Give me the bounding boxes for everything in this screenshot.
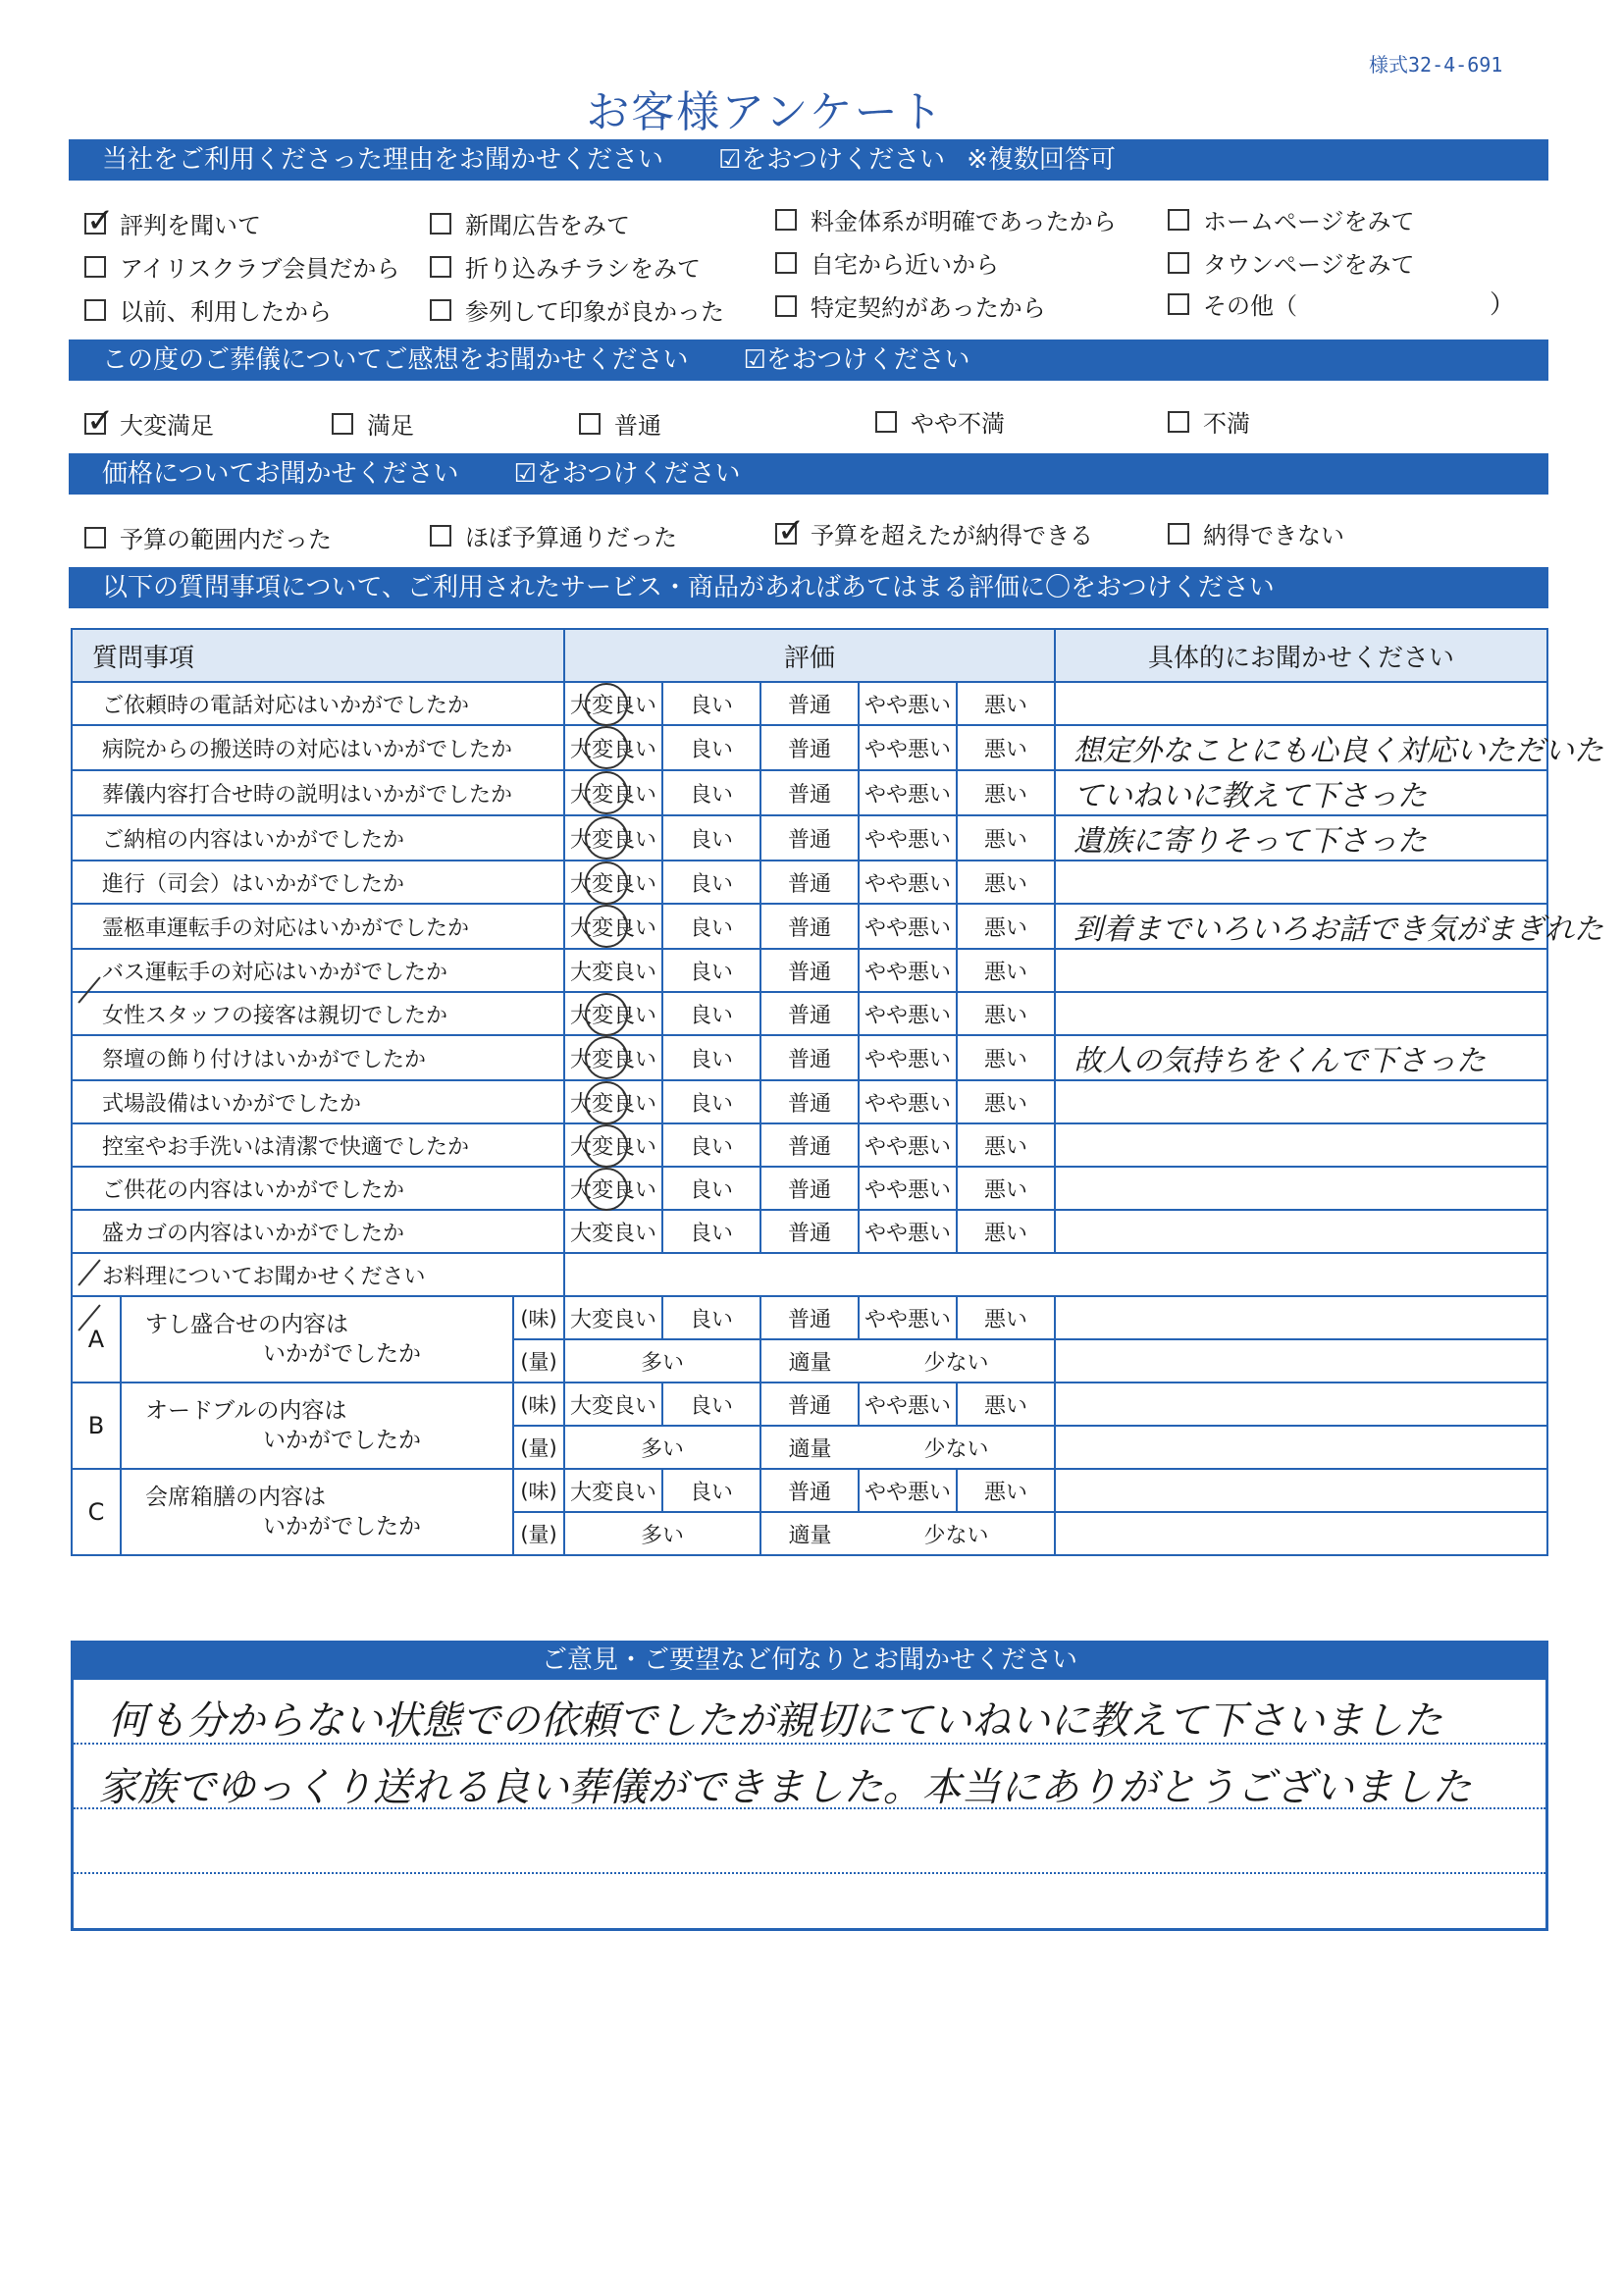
- checkbox-label: 納得できない: [1203, 522, 1344, 549]
- rating-cell[interactable]: 普通: [760, 861, 859, 904]
- checkbox-box[interactable]: [84, 527, 106, 548]
- checkbox-label: 不満: [1203, 410, 1250, 438]
- checkbox-label: 特定契約があったから: [811, 294, 1046, 322]
- food-row-a-taste: [72, 1296, 1547, 1339]
- table-row: [72, 682, 1547, 725]
- checkbox-box[interactable]: [430, 299, 451, 321]
- rating-cell[interactable]: やや悪い: [859, 904, 957, 949]
- rating-cell-selected[interactable]: 大変良い: [564, 770, 662, 815]
- comment-cell[interactable]: [1055, 1080, 1547, 1123]
- rating-cell[interactable]: 良い: [662, 1383, 760, 1426]
- rating-cell[interactable]: 大変良い: [564, 1210, 662, 1253]
- section-impression-header: [69, 339, 1548, 381]
- rating-cell[interactable]: 普通: [760, 770, 859, 815]
- checkbox-label: アイリスクラブ会員だから: [120, 255, 400, 283]
- food-question-line2: いかがでしたか: [263, 1514, 421, 1539]
- rating-cell[interactable]: 悪い: [957, 949, 1055, 992]
- comment-cell[interactable]: 想定外なことにも心良く対応いただいた: [1055, 725, 1547, 770]
- rating-cell[interactable]: 普通: [760, 992, 859, 1035]
- rating-cell-selected[interactable]: 大変良い: [564, 1167, 662, 1210]
- page-title: お客様アンケート: [586, 87, 945, 137]
- header-question: 質問事項: [72, 629, 564, 682]
- checkbox-box[interactable]: [1168, 523, 1189, 545]
- radio-price-1[interactable]: [84, 520, 332, 554]
- amount-cell[interactable]: 多い: [564, 1339, 760, 1383]
- amount-cell[interactable]: 多い: [564, 1512, 760, 1555]
- section-price-instruction: ☑をおつけください: [513, 459, 741, 489]
- comment-cell[interactable]: [1055, 992, 1547, 1035]
- checkbox-label: タウンページをみて: [1203, 251, 1415, 279]
- rating-cell[interactable]: 良い: [662, 682, 760, 725]
- rating-cell[interactable]: 普通: [760, 725, 859, 770]
- section-reason-title: 当社をご利用くださった理由をお聞かせください: [102, 145, 664, 175]
- table-row: [72, 904, 1547, 949]
- checkbox-box[interactable]: [84, 256, 106, 278]
- rating-cell[interactable]: 悪い: [957, 682, 1055, 725]
- rating-cell[interactable]: 普通: [760, 1123, 859, 1167]
- section-opinion-header: ご意見・ご要望など何なりとお聞かせください: [71, 1641, 1548, 1680]
- rating-cell[interactable]: 良い: [662, 1167, 760, 1210]
- food-question: [121, 1469, 513, 1555]
- comment-cell[interactable]: [1055, 1512, 1547, 1555]
- rating-cell[interactable]: 悪い: [957, 1123, 1055, 1167]
- rating-cell-selected[interactable]: 大変良い: [564, 815, 662, 861]
- question-text: 女性スタッフの接客は親切でしたか: [72, 992, 564, 1035]
- rating-cell[interactable]: 悪い: [957, 1383, 1055, 1426]
- rating-cell[interactable]: 大変良い: [564, 1383, 662, 1426]
- checkbox-box[interactable]: [579, 413, 601, 435]
- food-row-c-taste: [72, 1469, 1547, 1512]
- checkbox-reason-6[interactable]: [430, 292, 724, 327]
- checkbox-box[interactable]: [430, 213, 451, 235]
- rating-cell[interactable]: 悪い: [957, 992, 1055, 1035]
- comment-cell[interactable]: 遺族に寄りそって下さった: [1055, 815, 1547, 861]
- rating-cell-selected[interactable]: 大変良い: [564, 725, 662, 770]
- amount-cell[interactable]: 少ない: [859, 1339, 1055, 1383]
- rating-cell[interactable]: 悪い: [957, 1080, 1055, 1123]
- checkbox-label: 自宅から近いから: [811, 251, 999, 279]
- table-row: [72, 1123, 1547, 1167]
- rating-cell[interactable]: 良い: [662, 1210, 760, 1253]
- table-row: [72, 770, 1547, 815]
- radio-impression-1[interactable]: [84, 406, 214, 441]
- section-reason-note: ※複数回答可: [967, 145, 1116, 175]
- comment-cell[interactable]: [1055, 1296, 1547, 1339]
- rating-cell[interactable]: 良い: [662, 815, 760, 861]
- food-question: [121, 1296, 513, 1383]
- radio-impression-2[interactable]: [332, 406, 414, 441]
- rating-cell[interactable]: 普通: [760, 949, 859, 992]
- rating-cell[interactable]: 悪い: [957, 770, 1055, 815]
- rating-cell[interactable]: 大変良い: [564, 1469, 662, 1512]
- rating-cell[interactable]: 良い: [662, 1080, 760, 1123]
- checkbox-box[interactable]: [1168, 293, 1189, 315]
- rating-cell[interactable]: やや悪い: [859, 815, 957, 861]
- rating-cell[interactable]: 悪い: [957, 1210, 1055, 1253]
- radio-impression-4[interactable]: [875, 404, 1005, 439]
- food-label: B: [72, 1383, 121, 1469]
- checkbox-label: 料金体系が明確であったから: [811, 208, 1117, 235]
- checkbox-reason-10[interactable]: [1168, 202, 1415, 236]
- comment-cell[interactable]: [1055, 1339, 1547, 1383]
- rating-cell[interactable]: 普通: [760, 904, 859, 949]
- checkbox-box[interactable]: [430, 525, 451, 547]
- comment-cell[interactable]: [1055, 861, 1547, 904]
- rating-cell[interactable]: 悪い: [957, 725, 1055, 770]
- amount-label: (量): [513, 1512, 564, 1555]
- food-header-row: [72, 1253, 1547, 1296]
- checkbox-checked[interactable]: [775, 523, 797, 545]
- taste-label: (味): [513, 1469, 564, 1512]
- rating-cell[interactable]: やや悪い: [859, 1469, 957, 1512]
- question-text: ご供花の内容はいかがでしたか: [72, 1167, 564, 1210]
- checkbox-reason-3[interactable]: [84, 292, 332, 327]
- checkbox-label: 大変満足: [120, 412, 214, 440]
- checkbox-reason-12[interactable]: [1168, 287, 1297, 321]
- checkbox-box[interactable]: [775, 252, 797, 274]
- evaluation-table: [71, 628, 1604, 1556]
- food-question-line1: オードブルの内容は: [145, 1398, 347, 1424]
- food-question-line1: 会席箱膳の内容は: [145, 1485, 326, 1510]
- rating-cell[interactable]: 普通: [760, 1080, 859, 1123]
- question-text: 進行（司会）はいかがでしたか: [72, 861, 564, 904]
- comment-cell[interactable]: [1055, 1167, 1547, 1210]
- amount-cell[interactable]: 多い: [564, 1426, 760, 1469]
- table-row: [72, 1080, 1547, 1123]
- question-text: 控室やお手洗いは清潔で快適でしたか: [72, 1123, 564, 1167]
- rating-cell[interactable]: やや悪い: [859, 992, 957, 1035]
- food-question: [121, 1383, 513, 1469]
- checkbox-label: 折り込みチラシをみて: [465, 255, 701, 283]
- food-question-line1: すし盛合せの内容は: [145, 1312, 348, 1337]
- checkbox-box[interactable]: [1168, 209, 1189, 231]
- rating-cell[interactable]: やや悪い: [859, 1035, 957, 1080]
- section-price-title: 価格についてお聞かせください: [102, 459, 459, 489]
- checkbox-label: 普通: [614, 412, 661, 440]
- checkbox-box[interactable]: [84, 299, 106, 321]
- rating-cell[interactable]: やや悪い: [859, 1383, 957, 1426]
- rating-cell[interactable]: 普通: [760, 1035, 859, 1080]
- amount-cell[interactable]: 少ない: [859, 1426, 1055, 1469]
- rating-cell[interactable]: 良い: [662, 1035, 760, 1080]
- checkbox-reason-2[interactable]: [84, 249, 399, 284]
- checkbox-label: 予算の範囲内だった: [120, 526, 332, 553]
- checkbox-box[interactable]: [430, 256, 451, 278]
- rating-cell[interactable]: 大変良い: [564, 1296, 662, 1339]
- rating-cell[interactable]: やや悪い: [859, 1167, 957, 1210]
- radio-price-2[interactable]: [430, 518, 677, 552]
- comment-cell[interactable]: [1055, 1426, 1547, 1469]
- section-price-header: [69, 453, 1548, 495]
- rating-cell[interactable]: 悪い: [957, 815, 1055, 861]
- checkbox-label: やや不満: [911, 410, 1005, 438]
- comment-cell[interactable]: [1055, 1469, 1547, 1512]
- rating-cell-selected[interactable]: 大変良い: [564, 904, 662, 949]
- checkbox-label: 予算を超えたが納得できる: [811, 522, 1093, 549]
- section-evaluation-header: [69, 567, 1548, 608]
- rating-cell[interactable]: 良い: [662, 770, 760, 815]
- comment-cell[interactable]: [1055, 949, 1547, 992]
- checkbox-label: 評判を聞いて: [120, 212, 261, 239]
- table-row: [72, 1210, 1547, 1253]
- comment-cell[interactable]: [1055, 1210, 1547, 1253]
- rating-cell-selected[interactable]: 大変良い: [564, 1123, 662, 1167]
- header-comment: 具体的にお聞かせください: [1055, 629, 1547, 682]
- rating-cell-selected[interactable]: 大変良い: [564, 682, 662, 725]
- checkbox-reason-11[interactable]: [1168, 245, 1415, 280]
- checkbox-reason-8[interactable]: [775, 245, 999, 280]
- question-text: 式場設備はいかがでしたか: [72, 1080, 564, 1123]
- question-text: 霊柩車運転手の対応はいかがでしたか: [72, 904, 564, 949]
- rating-cell[interactable]: 悪い: [957, 1167, 1055, 1210]
- table-row: [72, 725, 1547, 770]
- checkbox-checked[interactable]: [84, 213, 106, 235]
- rating-cell-selected[interactable]: 大変良い: [564, 861, 662, 904]
- amount-label: (量): [513, 1426, 564, 1469]
- table-row: [72, 861, 1547, 904]
- section-impression-title: この度のご葬儀についてご感想をお聞かせください: [102, 345, 689, 375]
- section-reason-header: [69, 139, 1548, 181]
- checkbox-box[interactable]: [332, 413, 353, 435]
- radio-impression-5[interactable]: [1168, 404, 1250, 439]
- rating-cell[interactable]: 悪い: [957, 1035, 1055, 1080]
- rating-cell[interactable]: 良い: [662, 1123, 760, 1167]
- rating-cell[interactable]: 普通: [760, 1210, 859, 1253]
- question-text: 病院からの搬送時の対応はいかがでしたか: [72, 725, 564, 770]
- comment-cell[interactable]: ていねいに教えて下さった: [1055, 770, 1547, 815]
- question-text: バス運転手の対応はいかがでしたか: [72, 949, 564, 992]
- opinion-line-2: 家族でゆっくり送れる良い葬儀ができました。本当にありがとうございました: [98, 1765, 1472, 1810]
- rating-cell[interactable]: やや悪い: [859, 682, 957, 725]
- table-header-row: [72, 629, 1547, 682]
- radio-impression-3[interactable]: [579, 406, 661, 441]
- food-header: お料理についてお聞かせください: [72, 1253, 564, 1296]
- question-text: ご納棺の内容はいかがでしたか: [72, 815, 564, 861]
- food-header-blank: [564, 1253, 1547, 1296]
- table-row: [72, 1167, 1547, 1210]
- food-label: C: [72, 1469, 121, 1555]
- opinion-line-1: 何も分からない状態での依頼でしたが親切にていねいに教えて下さいました: [108, 1698, 1442, 1744]
- question-text: 祭壇の飾り付けはいかがでしたか: [72, 1035, 564, 1080]
- comment-cell[interactable]: 到着までいろいろお話でき気がまぎれた: [1055, 904, 1547, 949]
- rating-cell[interactable]: 良い: [662, 904, 760, 949]
- checkbox-box[interactable]: [875, 411, 897, 433]
- rating-cell[interactable]: 良い: [662, 949, 760, 992]
- comment-cell[interactable]: [1055, 1383, 1547, 1426]
- rating-cell[interactable]: やや悪い: [859, 1296, 957, 1339]
- radio-price-3[interactable]: [775, 516, 1093, 550]
- rating-cell[interactable]: 普通: [760, 682, 859, 725]
- rating-cell[interactable]: 良い: [662, 725, 760, 770]
- rating-cell[interactable]: 良い: [662, 992, 760, 1035]
- checkbox-box[interactable]: [1168, 252, 1189, 274]
- checkbox-reason-5[interactable]: [430, 249, 701, 284]
- taste-label: (味): [513, 1383, 564, 1426]
- rating-cell-selected[interactable]: 大変良い: [564, 1080, 662, 1123]
- amount-cell[interactable]: 少ない: [859, 1512, 1055, 1555]
- form-number: 様式32-4-691: [1369, 53, 1503, 77]
- food-question-line2: いかがでしたか: [263, 1428, 421, 1453]
- table-row: [72, 949, 1547, 992]
- rating-cell[interactable]: やや悪い: [859, 949, 957, 992]
- section-impression-instruction: ☑をおつけください: [743, 345, 970, 375]
- food-row-b-taste: [72, 1383, 1547, 1426]
- question-text: 葬儀内容打合せ時の説明はいかがでしたか: [72, 770, 564, 815]
- table-row: [72, 992, 1547, 1035]
- rating-cell[interactable]: やや悪い: [859, 1080, 957, 1123]
- table-row: [72, 1035, 1547, 1080]
- checkbox-box[interactable]: [775, 209, 797, 231]
- food-question-line2: いかがでしたか: [263, 1341, 421, 1367]
- checkbox-label: ホームページをみて: [1203, 208, 1415, 235]
- amount-cell[interactable]: 適量: [760, 1426, 859, 1469]
- checkbox-label: 新聞広告をみて: [465, 212, 630, 239]
- checkbox-label: 満足: [367, 412, 414, 440]
- rating-cell[interactable]: 悪い: [957, 904, 1055, 949]
- checkbox-label: 以前、利用したから: [120, 298, 332, 326]
- comment-cell[interactable]: 故人の気持ちをくんで下さった: [1055, 1035, 1547, 1080]
- rating-cell[interactable]: 普通: [760, 1469, 859, 1512]
- checkbox-checked[interactable]: [84, 413, 106, 435]
- amount-cell[interactable]: 適量: [760, 1339, 859, 1383]
- question-text: ご依頼時の電話対応はいかがでしたか: [72, 682, 564, 725]
- amount-label: (量): [513, 1339, 564, 1383]
- checkbox-reason-1[interactable]: [84, 206, 261, 240]
- rating-cell[interactable]: 普通: [760, 815, 859, 861]
- rating-cell[interactable]: 悪い: [957, 861, 1055, 904]
- rating-cell[interactable]: やや悪い: [859, 861, 957, 904]
- checkbox-reason-4[interactable]: [430, 206, 630, 240]
- checkbox-reason-9[interactable]: [775, 288, 1046, 323]
- rating-cell[interactable]: 悪い: [957, 1469, 1055, 1512]
- radio-price-4[interactable]: [1168, 516, 1344, 550]
- rating-cell[interactable]: 大変良い: [564, 949, 662, 992]
- rating-cell[interactable]: 普通: [760, 1167, 859, 1210]
- rating-cell[interactable]: 良い: [662, 1469, 760, 1512]
- checkbox-box[interactable]: [1168, 411, 1189, 433]
- other-close-paren: ）: [1490, 290, 1516, 320]
- header-rating: 評価: [564, 629, 1055, 682]
- rating-cell[interactable]: 良い: [662, 861, 760, 904]
- question-text: 盛カゴの内容はいかがでしたか: [72, 1210, 564, 1253]
- checkbox-label: その他（: [1203, 292, 1297, 320]
- rating-cell-selected[interactable]: 大変良い: [564, 1035, 662, 1080]
- checkbox-label: ほぼ予算通りだった: [465, 524, 677, 551]
- rating-cell[interactable]: 良い: [662, 1296, 760, 1339]
- food-label: A: [72, 1296, 121, 1383]
- opinion-rule: [74, 1872, 1545, 1874]
- section-evaluation-title: 以下の質問事項について、ご利用されたサービス・商品があればあてはまる評価に〇をおつけください: [102, 573, 1275, 602]
- rating-cell[interactable]: やや悪い: [859, 1123, 957, 1167]
- rating-cell[interactable]: やや悪い: [859, 1210, 957, 1253]
- rating-cell[interactable]: やや悪い: [859, 770, 957, 815]
- taste-label: (味): [513, 1296, 564, 1339]
- checkbox-label: 参列して印象が良かった: [465, 298, 724, 326]
- comment-cell[interactable]: [1055, 1123, 1547, 1167]
- rating-cell[interactable]: 普通: [760, 1383, 859, 1426]
- section-reason-instruction: ☑をおつけください: [718, 145, 946, 175]
- rating-cell[interactable]: やや悪い: [859, 725, 957, 770]
- amount-cell[interactable]: 適量: [760, 1512, 859, 1555]
- checkbox-reason-7[interactable]: [775, 202, 1117, 236]
- comment-cell[interactable]: [1055, 682, 1547, 725]
- rating-cell-selected[interactable]: 大変良い: [564, 992, 662, 1035]
- rating-cell[interactable]: 悪い: [957, 1296, 1055, 1339]
- checkbox-box[interactable]: [775, 295, 797, 317]
- rating-cell[interactable]: 普通: [760, 1296, 859, 1339]
- table-row: [72, 815, 1547, 861]
